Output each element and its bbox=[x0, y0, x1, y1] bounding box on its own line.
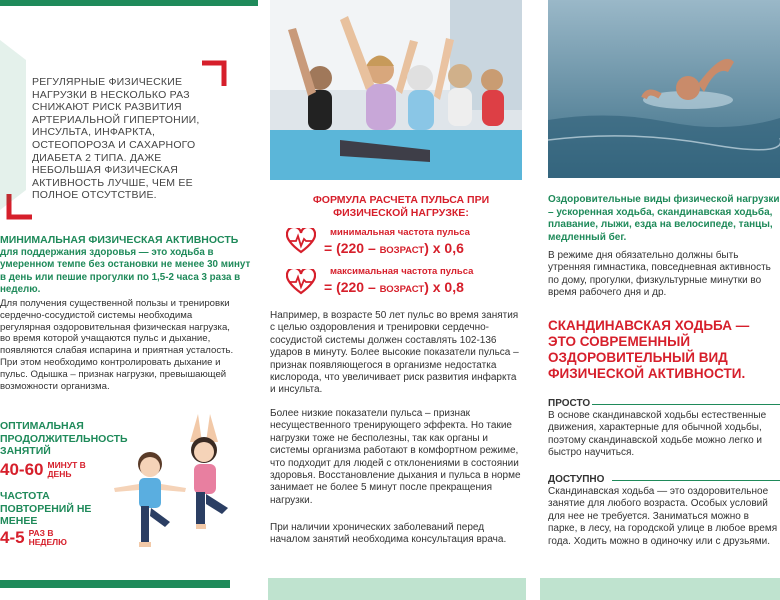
min-pulse-label: минимальная частота пульса bbox=[330, 227, 470, 238]
daily-routine: В режиме дня обязательно должны быть утренняя гимнастика, повседневная активность по дому, прогулки, физкультурные минутки во время рабочего дня и др. bbox=[548, 250, 771, 299]
bottom-green-band bbox=[0, 580, 230, 588]
group-exercise-photo bbox=[270, 0, 522, 180]
opt-duration-label: ОПТИМАЛЬНАЯ ПРОДОЛЖИТЕЛЬНОСТЬ ЗАНЯТИЙ bbox=[0, 420, 128, 457]
heart-pulse-icon bbox=[286, 228, 316, 254]
column-middle bbox=[262, 0, 526, 600]
simple-divider bbox=[592, 404, 780, 405]
corner-bracket-icon bbox=[200, 60, 230, 90]
max-formula-close: ) х 0,8 bbox=[424, 279, 464, 295]
min-formula-open: = (220 – bbox=[324, 240, 380, 256]
children-yoga-illustration bbox=[110, 412, 250, 562]
column-left bbox=[0, 0, 258, 600]
green-triangle-decor bbox=[0, 40, 30, 210]
simple-heading: ПРОСТО bbox=[548, 398, 591, 409]
column-right bbox=[540, 0, 780, 600]
bottom-light-band bbox=[540, 578, 780, 600]
pulse-paragraph-2: Более низкие показатели пульса – признак несущественного тренирующего эффекта. Но такие нагрузки тоже не бесполезны, так как органы и системы организма работают в комфортном режиме, что подходит для людей с отклонениями в состоянии здоровья. Восстановление дыхания и пульса в норме занимает не более 5 минут после прекращения нагрузки. bbox=[270, 408, 521, 506]
frequency-label: ЧАСТОТА ПОВТОРЕНИЙ НЕ МЕНЕЕ bbox=[0, 490, 92, 527]
pulse-paragraph-3: При наличии хронических заболеваний перед началом занятий необходима консультация врача. bbox=[270, 522, 507, 546]
opt-duration-value: 40-60 bbox=[0, 460, 44, 479]
swimming-photo bbox=[548, 0, 780, 178]
max-pulse-label: максимальная частота пульса bbox=[330, 266, 474, 277]
intro-paragraph: Для получения существенной пользы и тренировки сердечно-сосудистой системы необходима регулярная оздоровительная физическая нагрузка, во время которой учащаются пульс и дыхание, появляются слабая испарина и приятная усталость. При этом необходимо контролировать дыхание и пульс. Одышка – признак нагрузки, превышающей возможности организма. bbox=[0, 298, 234, 392]
intro-text: РЕГУЛЯРНЫЕ ФИЗИЧЕСКИЕ НАГРУЗКИ В НЕСКОЛЬКО РАЗ СНИЖАЮТ РИСК РАЗВИТИЯ АРТЕРИАЛЬНОЙ ГИПЕРТОНИИ, ИНСУЛЬТА, ИНФАРКТА, ОСТЕОПОРОЗА И САХАРНОГО ДИАБЕТА 2 ТИПА. ДАЖЕ НЕБОЛЬШАЯ ФИЗИЧЕСКАЯ АКТИВНОСТЬ ЛУЧШЕ, ЧЕМ ЕЕ ПОЛНОЕ ОТСУТСТВИЕ. bbox=[32, 76, 200, 202]
accessible-text: Скандинавская ходьба — это оздоровительное занятие для любого возраста. Особых условий для нее не требуется. Заниматься можно в парке, в лесу, на городской улице в любое время года. Ходить можно в одиночку или с друзьями. bbox=[548, 486, 778, 547]
min-pulse-formula bbox=[324, 240, 464, 256]
min-activity-block bbox=[0, 234, 252, 297]
pulse-paragraph-1: Например, в возрасте 50 лет пульс во время занятия с целью оздоровления и тренировки сердечно-сосудистой системы должен составлять 102-136 ударов в минуту. Более высокие показатели пульса – признак появляющегося в организме недостатка кислорода, что увеличивает риск развития инфаркта и инсульта. bbox=[270, 310, 519, 396]
opt-duration-unit: МИНУТ В ДЕНЬ bbox=[47, 459, 86, 479]
frequency-unit: РАЗ В НЕДЕЛЮ bbox=[28, 527, 67, 547]
frequency bbox=[0, 528, 120, 548]
min-formula-close: ) х 0,6 bbox=[424, 240, 464, 256]
min-activity-text: для поддержания здоровья — это ходьба в умеренном темпе без остановки не менее 30 минут в день или пешие прогулки по 1,5-2 часа 3 раза в неделю. bbox=[0, 247, 251, 296]
top-green-band bbox=[0, 0, 258, 6]
max-pulse-formula bbox=[324, 279, 464, 295]
simple-text: В основе скандинавской ходьбы естественные движения, характерные для обычной ходьбы, поэтому скандинавской ходьбе можно легко и быстро научиться. bbox=[548, 410, 767, 459]
bottom-light-band bbox=[268, 578, 526, 600]
formula-title: ФОРМУЛА РАСЧЕТА ПУЛЬСА ПРИ ФИЗИЧЕСКОЙ НАГРУЗКЕ: bbox=[312, 194, 490, 219]
activity-types: Оздоровительные виды физической нагрузки – ускоренная ходьба, скандинавская ходьба, плавание, лыжи, езда на велосипеде, танцы, медленный бег. bbox=[548, 194, 780, 243]
max-formula-open: = (220 – bbox=[324, 279, 380, 295]
max-formula-age: ВОЗРАСТ bbox=[379, 284, 425, 295]
accessible-heading: ДОСТУПНО bbox=[548, 474, 605, 485]
heart-pulse-icon bbox=[286, 269, 316, 295]
frequency-value: 4-5 bbox=[0, 528, 25, 547]
min-activity-title: МИНИМАЛЬНАЯ ФИЗИЧЕСКАЯ АКТИВНОСТЬ bbox=[0, 234, 239, 246]
nordic-walking-title: СКАНДИНАВСКАЯ ХОДЬБА — ЭТО СОВРЕМЕННЫЙ ОЗДОРОВИТЕЛЬНЫЙ ВИД ФИЗИЧЕСКОЙ АКТИВНОСТИ. bbox=[548, 318, 750, 381]
accessible-divider bbox=[612, 480, 780, 481]
min-formula-age: ВОЗРАСТ bbox=[379, 245, 425, 256]
